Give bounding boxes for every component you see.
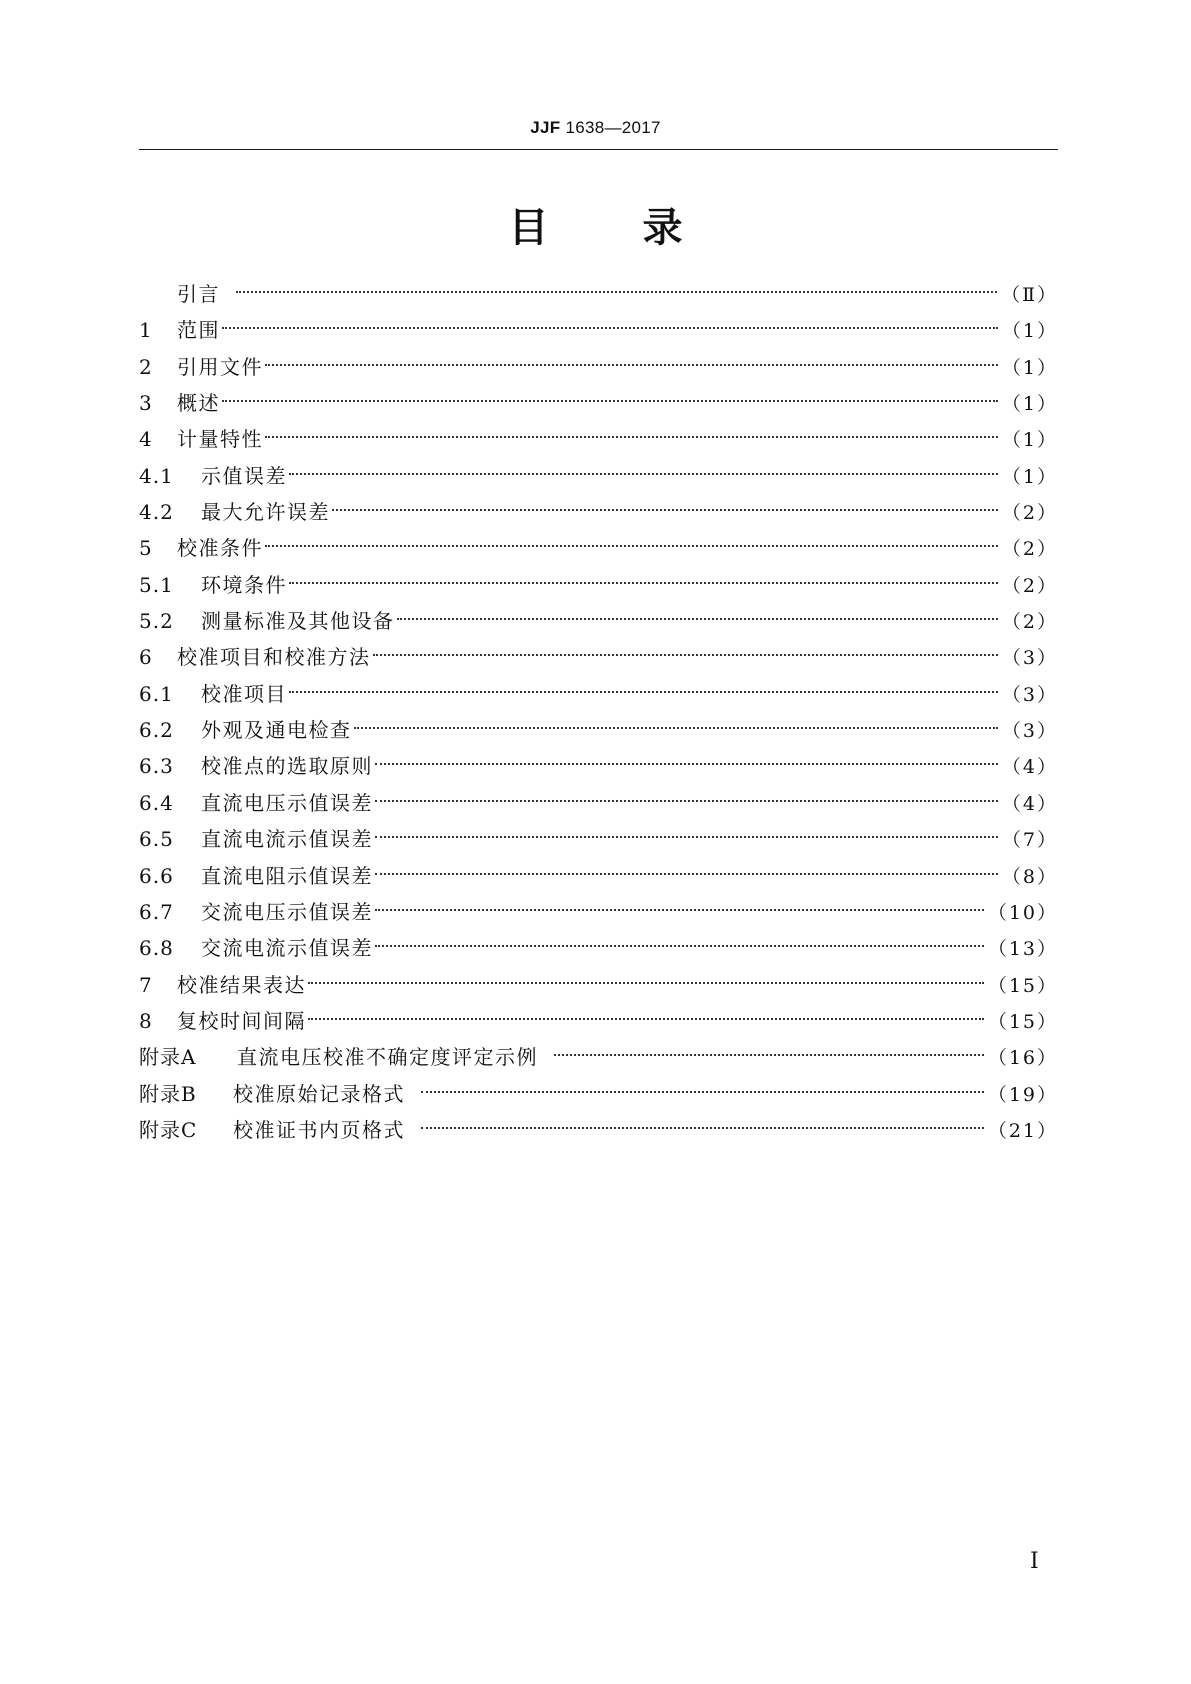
toc-entry-title: 直流电流示值误差 <box>201 827 373 852</box>
toc-entry-title: 校准条件 <box>177 536 263 561</box>
toc-entry[interactable] <box>139 639 1058 675</box>
toc-entry-page: （3） <box>1001 683 1058 706</box>
toc-entry-number: 6 <box>139 645 153 670</box>
toc-dot-leader <box>308 982 984 984</box>
toc-dot-leader <box>375 945 984 947</box>
toc-entry[interactable] <box>139 1039 1058 1075</box>
toc-entry-number: 2 <box>139 354 153 379</box>
toc-dot-leader <box>375 763 998 765</box>
toc-entry-number: 1 <box>139 318 153 343</box>
toc-dot-leader <box>375 836 998 838</box>
toc-entry-number: 8 <box>139 1008 153 1033</box>
toc-entry[interactable] <box>139 385 1058 421</box>
toc-dot-leader <box>375 909 984 911</box>
toc-entry-number: 5 <box>139 536 153 561</box>
toc-dot-leader <box>222 400 998 402</box>
toc-dot-leader <box>265 436 998 438</box>
toc-entry-page: （13） <box>987 938 1058 961</box>
table-of-contents <box>139 276 1058 1148</box>
toc-entry-page: （4） <box>1001 792 1058 815</box>
toc-entry-page: （3） <box>1001 647 1058 670</box>
toc-entry-title: 直流电阻示值误差 <box>201 863 373 888</box>
standard-code-number: 1638—2017 <box>565 118 661 137</box>
toc-entry[interactable] <box>139 349 1058 385</box>
toc-dot-leader <box>265 364 998 366</box>
toc-entry[interactable] <box>139 676 1058 712</box>
toc-dot-leader <box>289 473 998 475</box>
toc-entry-title: 直流电压示值误差 <box>201 790 373 815</box>
toc-dot-leader <box>397 618 998 620</box>
page-title: 目 录 <box>508 205 683 251</box>
toc-entry-number: 附录A <box>139 1045 197 1070</box>
toc-entry-number: 6.6 <box>139 863 174 888</box>
toc-entry[interactable] <box>139 312 1058 348</box>
toc-dot-leader <box>421 1127 984 1129</box>
toc-dot-leader <box>375 873 998 875</box>
toc-dot-leader <box>289 691 998 693</box>
toc-entry-page: （21） <box>987 1119 1058 1142</box>
toc-entry-number: 4.2 <box>139 500 174 525</box>
toc-dot-leader <box>236 291 997 293</box>
header-rule <box>139 149 1058 150</box>
toc-entry-page: （1） <box>1001 465 1058 488</box>
toc-entry-number: 3 <box>139 391 153 416</box>
toc-entry-page: （8） <box>1001 865 1058 888</box>
toc-entry-number: 6.2 <box>139 718 174 743</box>
toc-entry-page: （2） <box>1001 611 1058 634</box>
document-header <box>0 118 1191 138</box>
toc-entry-number: 6.1 <box>139 681 174 706</box>
toc-dot-leader <box>265 545 998 547</box>
toc-entry-number: 6.4 <box>139 790 174 815</box>
toc-entry-title: 校准项目 <box>201 681 287 706</box>
toc-entry-page: （1） <box>1001 356 1058 379</box>
toc-entry[interactable] <box>139 785 1058 821</box>
toc-entry-page: （2） <box>1001 502 1058 525</box>
toc-entry-number: 4 <box>139 427 153 452</box>
toc-entry-page: （4） <box>1001 756 1058 779</box>
toc-entry-title: 环境条件 <box>201 572 287 597</box>
toc-entry-number: 6.3 <box>139 754 174 779</box>
toc-entry[interactable] <box>139 421 1058 457</box>
toc-entry-title: 引用文件 <box>177 354 263 379</box>
toc-entry-title: 引言 <box>177 282 220 306</box>
toc-entry-page: （Ⅱ） <box>1001 284 1058 306</box>
toc-entry-number: 6.7 <box>139 899 174 924</box>
toc-entry[interactable] <box>139 567 1058 603</box>
toc-entry-title: 最大允许误差 <box>201 500 330 525</box>
toc-entry-page: （15） <box>987 974 1058 997</box>
toc-entry-number: 5.2 <box>139 609 174 634</box>
toc-dot-leader <box>308 1018 984 1020</box>
toc-entry-title: 计量特性 <box>177 427 263 452</box>
toc-dot-leader <box>421 1091 984 1093</box>
toc-entry[interactable] <box>139 494 1058 530</box>
toc-entry-title: 范围 <box>177 318 220 343</box>
toc-entry[interactable] <box>139 858 1058 894</box>
toc-entry-number: 5.1 <box>139 572 174 597</box>
toc-entry-page: （1） <box>1001 393 1058 416</box>
toc-dot-leader <box>373 654 998 656</box>
toc-entry-title: 外观及通电检查 <box>201 718 352 743</box>
toc-entry[interactable] <box>139 821 1058 857</box>
toc-entry[interactable] <box>139 603 1058 639</box>
toc-entry-page: （15） <box>987 1010 1058 1033</box>
toc-entry-page: （16） <box>987 1047 1058 1070</box>
toc-entry-title: 交流电流示值误差 <box>201 936 373 961</box>
toc-entry-page: （2） <box>1001 538 1058 561</box>
toc-dot-leader <box>289 582 998 584</box>
toc-entry[interactable] <box>139 1112 1058 1148</box>
toc-dot-leader <box>375 800 998 802</box>
toc-entry-page: （3） <box>1001 720 1058 743</box>
toc-entry-page: （10） <box>987 901 1058 924</box>
toc-entry[interactable] <box>139 276 1058 312</box>
toc-entry-title: 示值误差 <box>201 463 287 488</box>
toc-dot-leader <box>332 509 998 511</box>
toc-entry-title: 测量标准及其他设备 <box>201 609 395 634</box>
toc-entry-title: 复校时间间隔 <box>177 1008 306 1033</box>
toc-entry[interactable] <box>139 1076 1058 1112</box>
toc-entry[interactable] <box>139 967 1058 1003</box>
toc-entry[interactable] <box>139 748 1058 784</box>
toc-entry[interactable] <box>139 458 1058 494</box>
toc-entry[interactable] <box>139 930 1058 966</box>
toc-entry[interactable] <box>139 1003 1058 1039</box>
toc-entry-title: 校准项目和校准方法 <box>177 645 371 670</box>
toc-entry[interactable] <box>139 530 1058 566</box>
toc-entry-title: 校准原始记录格式 <box>233 1081 405 1106</box>
toc-dot-leader <box>222 327 998 329</box>
toc-entry-page: （1） <box>1001 320 1058 343</box>
toc-entry[interactable] <box>139 894 1058 930</box>
toc-entry-title: 直流电压校准不确定度评定示例 <box>237 1045 538 1070</box>
toc-entry-title: 校准证书内页格式 <box>233 1117 405 1142</box>
toc-entry-number: 6.8 <box>139 936 174 961</box>
toc-entry-page: （1） <box>1001 429 1058 452</box>
toc-entry-number: 附录B <box>139 1081 197 1106</box>
toc-dot-leader <box>554 1054 984 1056</box>
toc-entry-number: 6.5 <box>139 827 174 852</box>
toc-dot-leader <box>354 727 998 729</box>
toc-entry-title: 校准点的选取原则 <box>201 754 373 779</box>
toc-entry-number: 4.1 <box>139 463 174 488</box>
toc-entry-number: 附录C <box>139 1117 198 1142</box>
page-number: Ⅰ <box>1030 1548 1039 1573</box>
toc-entry-page: （2） <box>1001 574 1058 597</box>
toc-entry-page: （7） <box>1001 829 1058 852</box>
standard-code-prefix: JJF <box>530 118 561 137</box>
toc-entry-title: 校准结果表达 <box>177 972 306 997</box>
toc-entry-page: （19） <box>987 1083 1058 1106</box>
toc-entry-title: 概述 <box>177 391 220 416</box>
toc-entry[interactable] <box>139 712 1058 748</box>
toc-entry-title: 交流电压示值误差 <box>201 899 373 924</box>
toc-entry-number: 7 <box>139 972 153 997</box>
